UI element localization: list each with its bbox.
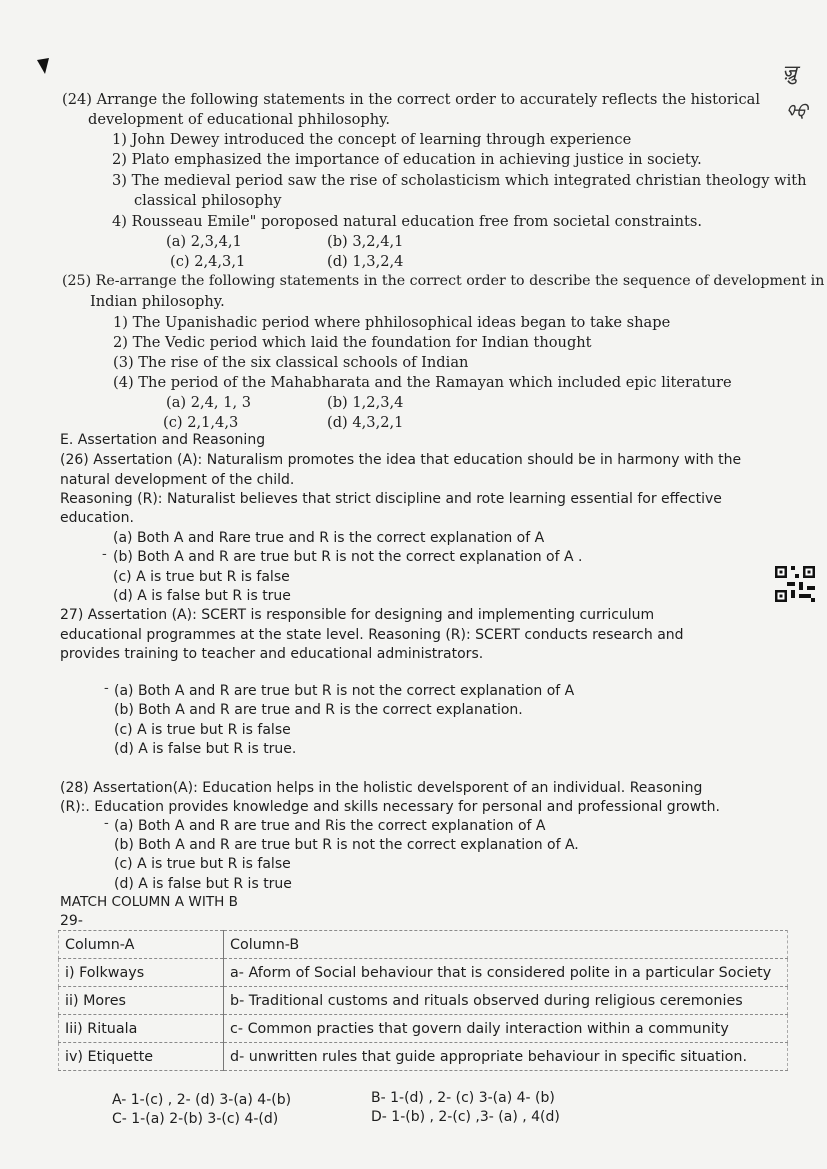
q27-line2: educational programmes at the state level. Reasoning (R): SCERT conducts research and	[60, 627, 684, 643]
match-heading: MATCH COLUMN A WITH B	[60, 894, 239, 910]
q27-option-a: (a) Both A and R are true but R is not the correct explanation of A	[114, 683, 575, 699]
match-table	[58, 930, 788, 1071]
answer-tick-mark-q28: -	[104, 815, 109, 831]
q24-option-c: (c) 2,4,3,1	[170, 253, 246, 270]
table-header-row	[59, 931, 788, 959]
q24-option-a: (a) 2,3,4,1	[166, 233, 242, 250]
q28-option-d: (d) A is false but R is true	[114, 876, 292, 892]
q24-statement-4: 4) Rousseau Emile" poroposed natural education free from societal constraints.	[112, 213, 703, 230]
q27-option-b: (b) Both A and R are true and R is the correct explanation.	[114, 702, 523, 718]
q24-statement-3: 3) The medieval period saw the rise of scholasticism which integrated christian theology with	[112, 172, 807, 189]
column-a-cell: Iii) Rituala	[59, 1015, 224, 1043]
q27-option-c: (c) A is true but R is false	[114, 722, 291, 738]
q26-option-d: (d) A is false but R is true	[113, 588, 291, 604]
column-b-cell: d- unwritten rules that guide appropriate behaviour in specific situation.	[224, 1043, 788, 1071]
table-row	[59, 987, 788, 1015]
q25-statement-2: 2) The Vedic period which laid the foundation for Indian thought	[113, 334, 592, 351]
q29-option-d: D- 1-(b) , 2-(c) ,3- (a) , 4(d)	[371, 1109, 560, 1125]
q25-stem-line1: (25) Re-arrange the following statements in the correct order to describe the sequence of development in	[62, 273, 825, 289]
table-row	[59, 1043, 788, 1071]
q29-option-a: A- 1-(c) , 2- (d) 3-(a) 4-(b)	[112, 1092, 292, 1108]
q28-option-c: (c) A is true but R is false	[114, 856, 291, 872]
q26-option-b: (b) Both A and R are true but R is not the correct explanation of A .	[113, 549, 583, 565]
q26-assertion-line2: natural development of the child.	[60, 472, 295, 488]
q29-option-b: B- 1-(d) , 2- (c) 3-(a) 4- (b)	[371, 1090, 555, 1106]
q25-statement-1: 1) The Upanishadic period where phhilosophical ideas began to take shape	[113, 314, 671, 331]
q25-option-d: (d) 4,3,2,1	[327, 414, 404, 431]
q26-reasoning-line2: education.	[60, 510, 134, 526]
column-b-cell: a- Aform of Social behaviour that is considered polite in a particular Society	[224, 959, 788, 987]
q26-option-a: (a) Both A and Rare true and R is the correct explanation of A	[113, 530, 545, 546]
q25-stem-line2: Indian philosophy.	[90, 293, 225, 310]
column-a-header: Column-A	[59, 931, 224, 959]
q28-line2: (R):. Education provides knowledge and skills necessary for personal and professional growth.	[60, 799, 720, 815]
q24-stem-line2: development of educational phhilosophy.	[88, 111, 391, 128]
q29-option-c: C- 1-(a) 2-(b) 3-(c) 4-(d)	[112, 1111, 279, 1127]
column-b-cell: b- Traditional customs and rituals observed during religious ceremonies	[224, 987, 788, 1015]
table-row	[59, 1015, 788, 1043]
q27-line3: provides training to teacher and educational administrators.	[60, 646, 484, 662]
q24-statement-3-cont: classical philosophy	[134, 192, 282, 209]
column-a-cell: ii) Mores	[59, 987, 224, 1015]
q29-label: 29-	[60, 913, 83, 929]
q24-stem-line1: (24) Arrange the following statements in the correct order to accurately reflects the historical	[62, 91, 760, 108]
table-row	[59, 959, 788, 987]
q25-option-b: (b) 1,2,3,4	[327, 394, 404, 411]
q25-statement-3: (3) The rise of the six classical schools of Indian	[113, 354, 469, 371]
q27-line1: 27) Assertation (A): SCERT is responsible for designing and implementing curriculum	[60, 607, 655, 623]
q26-assertion-line1: (26) Assertation (A): Naturalism promotes the idea that education should be in harmony with the	[60, 452, 742, 468]
q24-statement-2: 2) Plato emphasized the importance of education in achieving justice in society.	[112, 151, 702, 168]
pen-mark-icon	[36, 56, 50, 76]
q28-option-a: (a) Both A and R are true and Ris the correct explanation of A	[114, 818, 546, 834]
q28-line1: (28) Assertation(A): Education helps in the holistic develsporent of an individual. Reasoning	[60, 780, 703, 796]
q24-option-d: (d) 1,3,2,4	[327, 253, 404, 270]
q26-reasoning-line1: Reasoning (R): Naturalist believes that strict discipline and rote learning essential for effective	[60, 491, 722, 507]
section-e-heading: E. Assertation and Reasoning	[60, 432, 266, 448]
q26-option-c: (c) A is true but R is false	[113, 569, 290, 585]
q27-option-d: (d) A is false but R is true.	[114, 741, 297, 757]
column-b-cell: c- Common practies that govern daily interaction within a community	[224, 1015, 788, 1043]
q28-option-b: (b) Both A and R are true but R is not the correct explanation of A.	[114, 837, 579, 853]
answer-tick-mark: -	[102, 546, 107, 562]
answer-tick-mark-q27: -	[104, 680, 109, 696]
qr-code-icon	[775, 566, 815, 602]
margin-handwriting-second: ᡐᡇ	[786, 102, 808, 122]
column-a-cell: i) Folkways	[59, 959, 224, 987]
column-a-cell: iv) Etiquette	[59, 1043, 224, 1071]
q24-option-b: (b) 3,2,4,1	[327, 233, 404, 250]
q25-option-a: (a) 2,4, 1, 3	[166, 394, 252, 411]
margin-handwriting-top: ज़्रु	[782, 60, 797, 84]
q24-statement-1: 1) John Dewey introduced the concept of learning through experience	[112, 131, 632, 148]
q25-option-c: (c) 2,1,4,3	[163, 414, 239, 431]
q25-statement-4: (4) The period of the Mahabharata and the Ramayan which included epic literature	[113, 374, 732, 391]
column-b-header: Column-B	[224, 931, 788, 959]
